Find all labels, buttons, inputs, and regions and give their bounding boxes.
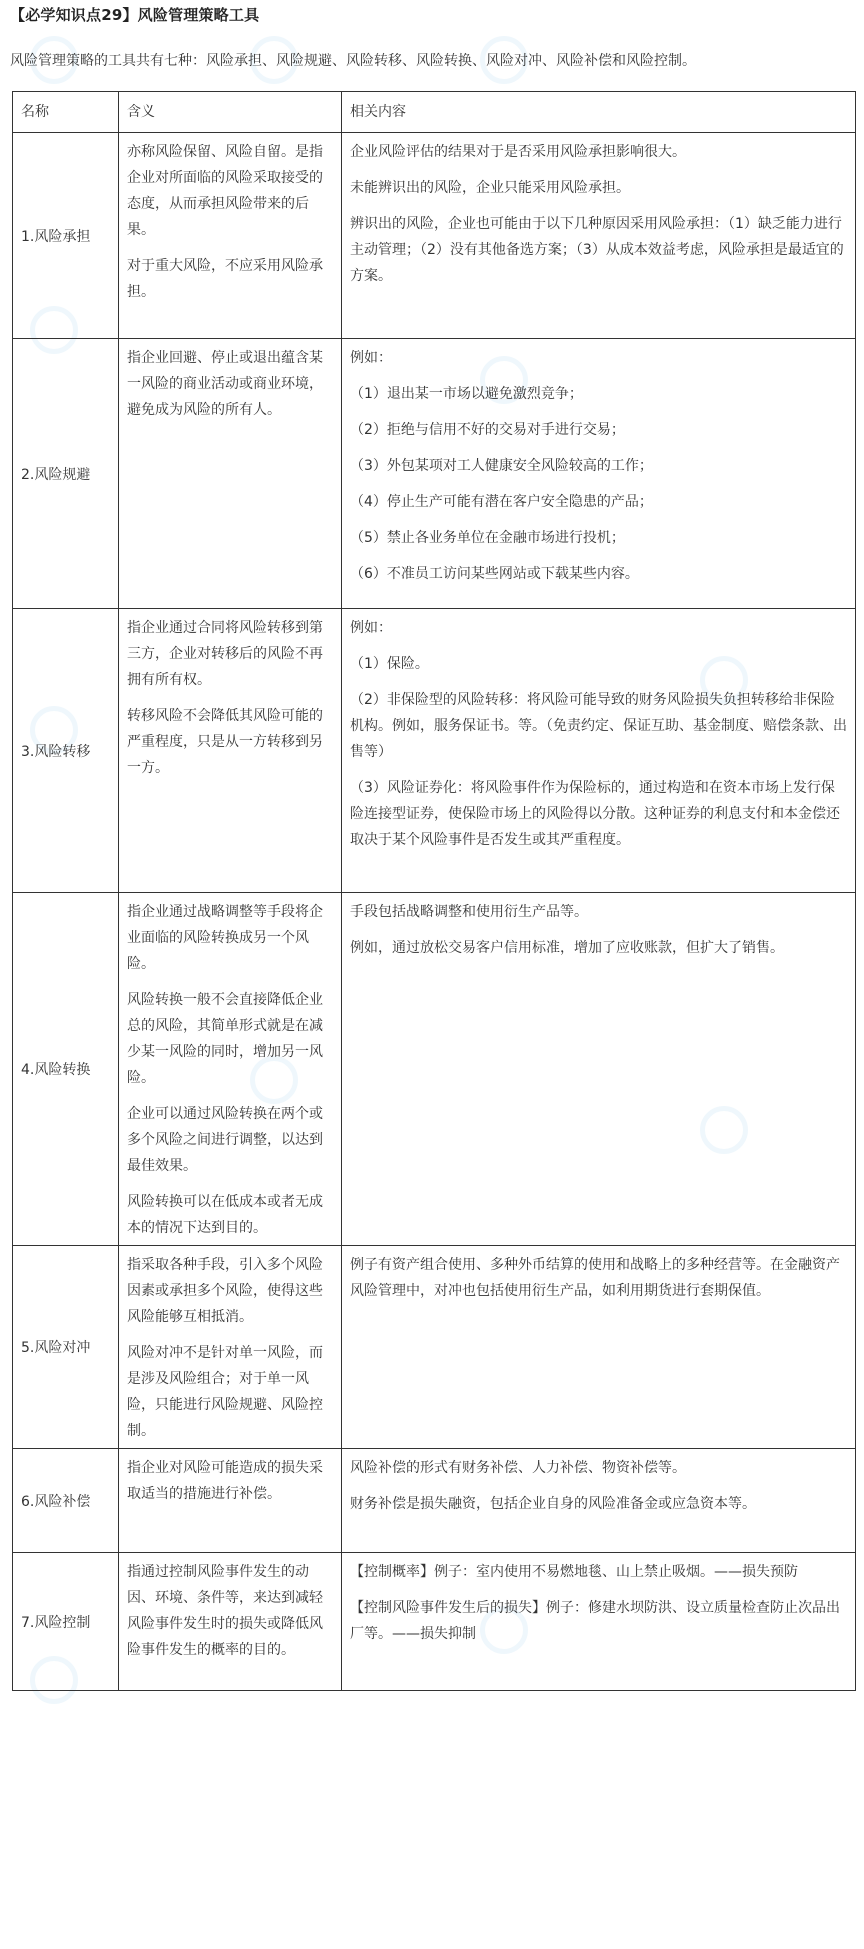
row-meaning [119,1246,342,1449]
related-paragraph: 辨识出的风险，企业也可能由于以下几种原因采用风险承担：（1）缺乏能力进行主动管理；（2）没有其他备选方案；（3）从成本效益考虑，风险承担是最适宜的方案。 [350,216,844,284]
meaning-paragraph: 对于重大风险，不应采用风险承担。 [127,258,323,300]
meaning-paragraph: 指采取各种手段，引入多个风险因素或承担多个风险，使得这些风险能够互相抵消。 [127,1257,323,1325]
row-meaning [119,339,342,609]
table-row [13,893,856,1246]
row-name: 5.风险对冲 [13,1246,119,1449]
meaning-paragraph: 风险转换可以在低成本或者无成本的情况下达到目的。 [127,1194,323,1236]
row-name: 3.风险转移 [13,609,119,893]
header-meaning: 含义 [119,92,342,133]
meaning-paragraph: 风险对冲不是针对单一风险，而是涉及风险组合；对于单一风险，只能进行风险规避、风险控制。 [127,1345,323,1439]
related-paragraph: 例子有资产组合使用、多种外币结算的使用和战略上的多种经营等。在金融资产风险管理中，对冲也包括使用衍生产品，如利用期货进行套期保值。 [350,1257,840,1299]
meaning-paragraph: 指通过控制风险事件发生的动因、环境、条件等，来达到减轻风险事件发生时的损失或降低风险事件发生的概率的目的。 [127,1564,323,1658]
related-paragraph: 企业风险评估的结果对于是否采用风险承担影响很大。 [350,144,686,160]
table-row [13,1246,856,1449]
meaning-paragraph: 风险转换一般不会直接降低企业总的风险，其简单形式就是在减少某一风险的同时，增加另一风险。 [127,992,323,1086]
row-related [342,133,856,339]
related-paragraph: 风险补偿的形式有财务补偿、人力补偿、物资补偿等。 [350,1460,686,1476]
meaning-paragraph: 指企业通过合同将风险转移到第三方，企业对转移后的风险不再拥有所有权。 [127,620,323,688]
related-paragraph: 财务补偿是损失融资，包括企业自身的风险准备金或应急资本等。 [350,1496,756,1512]
row-name: 1.风险承担 [13,133,119,339]
row-meaning [119,609,342,893]
related-paragraph: （5）禁止各业务单位在金融市场进行投机； [350,530,625,546]
header-related: 相关内容 [342,92,856,133]
related-paragraph: 手段包括战略调整和使用衍生产品等。 [350,904,588,920]
strategy-table [12,91,856,1691]
row-meaning [119,893,342,1246]
related-paragraph: （3）风险证券化：将风险事件作为保险标的，通过构造和在资本市场上发行保险连接型证券，使保险市场上的风险得以分散。这种证券的利息支付和本金偿还取决于某个风险事件是否发生或其严重程度。 [350,780,840,848]
row-name: 6.风险补偿 [13,1449,119,1553]
meaning-paragraph: 指企业回避、停止或退出蕴含某一风险的商业活动或商业环境，避免成为风险的所有人。 [127,350,323,418]
related-paragraph: 未能辨识出的风险，企业只能采用风险承担。 [350,180,630,196]
row-meaning [119,133,342,339]
meaning-paragraph: 指企业对风险可能造成的损失采取适当的措施进行补偿。 [127,1460,323,1502]
meaning-paragraph: 指企业通过战略调整等手段将企业面临的风险转换成另一个风险。 [127,904,323,972]
table-header-row [13,92,856,133]
header-name: 名称 [13,92,119,133]
meaning-paragraph: 企业可以通过风险转换在两个或多个风险之间进行调整，以达到最佳效果。 [127,1106,323,1174]
meaning-paragraph: 转移风险不会降低其风险可能的严重程度，只是从一方转移到另一方。 [127,708,323,776]
row-related [342,1449,856,1553]
related-paragraph: （2）拒绝与信用不好的交易对手进行交易； [350,422,625,438]
page-title: 【必学知识点29】风险管理策略工具 [10,6,260,24]
related-paragraph: 例如，通过放松交易客户信用标准，增加了应收账款，但扩大了销售。 [350,940,784,956]
related-paragraph: 例如： [350,620,392,636]
related-paragraph: （3）外包某项对工人健康安全风险较高的工作； [350,458,653,474]
row-meaning [119,1449,342,1553]
row-name: 2.风险规避 [13,339,119,609]
related-paragraph: 【控制风险事件发生后的损失】例子：修建水坝防洪、设立质量检查防止次品出厂等。——损失抑制 [350,1600,840,1642]
related-paragraph: （4）停止生产可能有潜在客户安全隐患的产品； [350,494,653,510]
table-row [13,339,856,609]
related-paragraph: 例如： [350,350,392,366]
table-row [13,133,856,339]
meaning-paragraph: 亦称风险保留、风险自留。是指企业对所面临的风险采取接受的态度，从而承担风险带来的后果。 [127,144,323,238]
row-meaning [119,1553,342,1691]
intro-text: 风险管理策略的工具共有七种：风险承担、风险规避、风险转移、风险转换、风险对冲、风险补偿和风险控制。 [10,53,696,69]
table-row [13,1553,856,1691]
table-row [13,609,856,893]
row-related [342,1553,856,1691]
row-related [342,609,856,893]
row-related [342,893,856,1246]
row-related [342,339,856,609]
related-paragraph: （1）退出某一市场以避免激烈竞争； [350,386,583,402]
row-name: 7.风险控制 [13,1553,119,1691]
related-paragraph: （2）非保险型的风险转移：将风险可能导致的财务风险损失负担转移给非保险机构。例如，服务保证书。等。（免责约定、保证互助、基金制度、赔偿条款、出售等） [350,692,847,760]
row-related [342,1246,856,1449]
related-paragraph: 【控制概率】例子：室内使用不易燃地毯、山上禁止吸烟。——损失预防 [350,1564,798,1580]
row-name: 4.风险转换 [13,893,119,1246]
table-row [13,1449,856,1553]
related-paragraph: （1）保险。 [350,656,429,672]
related-paragraph: （6）不准员工访问某些网站或下载某些内容。 [350,566,639,582]
